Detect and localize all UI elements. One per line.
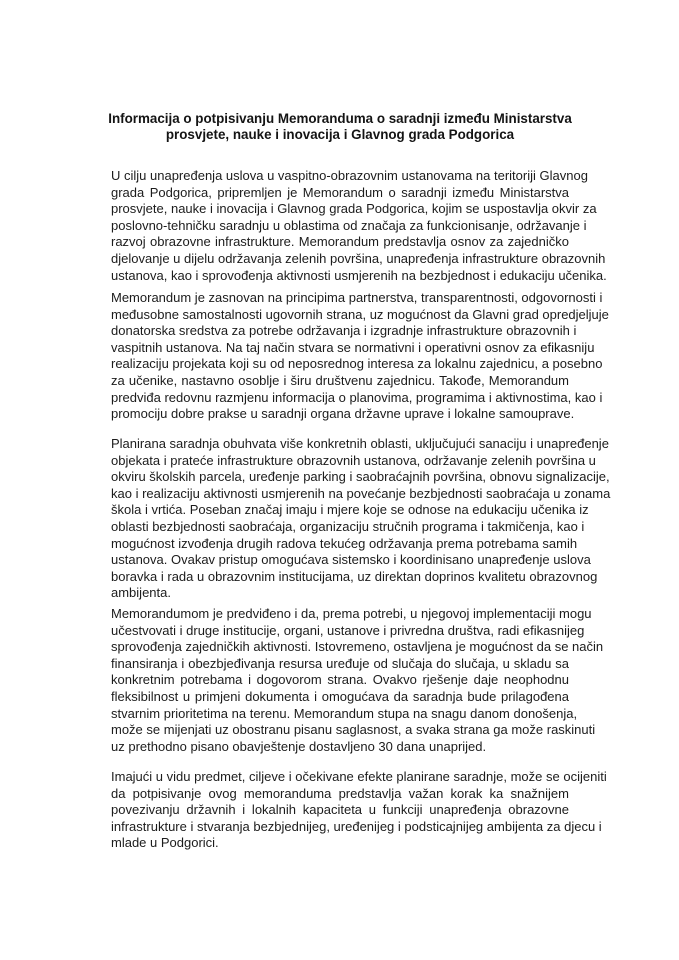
document-title bbox=[100, 111, 580, 143]
text-line: kao i realizaciju aktivnosti usmjerenih na povećanje bezbjednosti saobraćaja u zonama bbox=[111, 485, 611, 501]
paragraph-implementation bbox=[111, 606, 604, 755]
text-line: predviđa redovnu razmjenu informacija o planovima, programima i aktivnostima, kao i bbox=[111, 389, 603, 405]
text-line: mogućnost izvođenja drugih radova tekućeg održavanja prema potrebama samih bbox=[111, 535, 578, 551]
text-line: škola i vrtića. Poseban značaj imaju i mjere koje se odnose na edukaciju učenika iz bbox=[111, 502, 589, 518]
text-line: Planirana saradnja obuhvata više konkretnih oblasti, uključujući sanaciju i unapređenje bbox=[111, 436, 609, 451]
text-line: U cilju unapređenja uslova u vaspitno-obrazovnim ustanovama na teritoriji Glavnog bbox=[111, 168, 588, 183]
title-line: Informacija o potpisivanju Memoranduma o saradnji između Ministarstva bbox=[108, 111, 572, 126]
text-line: stvarnim prioritetima na terenu. Memorandum stupa na snagu danom donošenja, bbox=[111, 705, 578, 721]
text-line: konkretnim potrebama i dogovorom strana. Ovakvo rješenje daje neophodnu bbox=[111, 672, 569, 688]
text-line: može se mijenjati uz obostranu pisanu saglasnost, a svaka strana ga može raskinuti bbox=[111, 722, 596, 738]
text-line: realizaciju projekata koji su od neposrednog interesa za lokalnu zajednicu, a posebno bbox=[111, 356, 603, 372]
title-line: prosvjete, nauke i inovacija i Glavnog grada Podgorica bbox=[165, 127, 515, 142]
paragraph-intro bbox=[111, 168, 607, 284]
text-line: prosvjete, nauke i inovacija i Glavnog grada Podgorica, kojim se uspostavlja okvir za bbox=[111, 201, 597, 217]
text-line: boravka i rada u obrazovnim institucijama, uz direktan doprinos kvalitetu obrazovnog bbox=[111, 568, 598, 584]
text-line: djelovanje u dijelu održavanja zelenih površina, unapređenja infrastrukture obrazovnih bbox=[111, 250, 606, 266]
text-line: Memorandum je zasnovan na principima partnerstva, transparentnosti, odgovornosti i bbox=[111, 290, 603, 305]
text-line: ustanova, kao i sprovođenja aktivnosti usmjerenih na bezbjednost i edukaciju učenika. bbox=[111, 267, 607, 283]
text-line: međusobne samostalnosti ugovornih strana, uz mogućnost da Glavni grad opredjeljuje bbox=[111, 306, 609, 322]
text-line: učestvovati i druge institucije, organi, ustanove i privredna društva, radi efikasnijeg bbox=[111, 622, 585, 638]
text-line: infrastrukture i stvaranja bezbjednijeg, uređenijeg i podsticajnijeg ambijenta za djecu i bbox=[111, 818, 602, 834]
paragraph-conclusion bbox=[111, 769, 607, 852]
text-line: finansiranja i obezbjeđivanja resursa uređuje od slučaja do slučaja, u skladu sa bbox=[111, 655, 569, 671]
text-line: objekata i prateće infrastrukture obrazovnih ustanova, održavanje zelenih površina u bbox=[111, 452, 596, 468]
paragraph-areas bbox=[111, 436, 611, 602]
paragraph-principles bbox=[111, 290, 609, 423]
text-line: okviru školskih parcela, uređenje parking i saobraćajnih površina, obnovu signalizacije, bbox=[111, 469, 610, 485]
text-line: povezivanju državnih i lokalnih kapaciteta u funkciji unapređenja obrazovne bbox=[111, 802, 569, 818]
text-line: Memorandumom je predviđeno i da, prema potrebi, u njegovoj implementaciji mogu bbox=[111, 606, 592, 621]
text-line: fleksibilnost u primjeni dokumenta i omogućava da saradnja bude prilagođena bbox=[111, 688, 569, 704]
text-line: za učenike, nastavno osoblje i širu društvenu zajednicu. Takođe, Memorandum bbox=[111, 372, 569, 388]
text-line: oblasti bezbjednosti saobraćaja, organizaciju stručnih programa i takmičenja, kao i bbox=[111, 518, 585, 534]
text-line: Imajući u vidu predmet, ciljeve i očekivane efekte planirane saradnje, može se ocijeniti bbox=[111, 769, 607, 784]
text-line: donatorska sredstva za potrebe održavanja i izgradnje infrastrukture obrazovnih i bbox=[111, 323, 577, 339]
text-line: uz prethodno pisano obavještenje dostavljeno 30 dana unaprijed. bbox=[111, 738, 487, 754]
text-line: poslovno-tehničku saradnju u oblastima od značaja za funkcionisanje, održavanje i bbox=[111, 217, 587, 233]
text-line: grada Podgorica, pripremljen je Memorandum o saradnji između Ministarstva bbox=[111, 184, 569, 200]
text-line: ambijenta. bbox=[111, 585, 171, 601]
text-line: sprovođenja zajedničkih aktivnosti. Istovremeno, ostavljena je mogućnost da se način bbox=[111, 639, 604, 655]
text-line: promociju dobre prakse u saradnji organa državne uprave i lokalne samouprave. bbox=[111, 406, 575, 422]
text-line: ustanova. Ovakav pristup omogućava sistemsko i koordinisano unapređenje uslova bbox=[111, 552, 591, 568]
text-line: mlade u Podgorici. bbox=[111, 835, 219, 851]
text-line: da potpisivanje ovog memoranduma predstavlja važan korak ka snažnijem bbox=[111, 785, 569, 801]
text-line: razvoj obrazovne infrastrukture. Memorandum predstavlja osnov za zajedničko bbox=[111, 234, 569, 250]
text-line: vaspitnih ustanova. Na taj način stvara se normativni i operativni osnov za efikasniju bbox=[111, 339, 595, 355]
